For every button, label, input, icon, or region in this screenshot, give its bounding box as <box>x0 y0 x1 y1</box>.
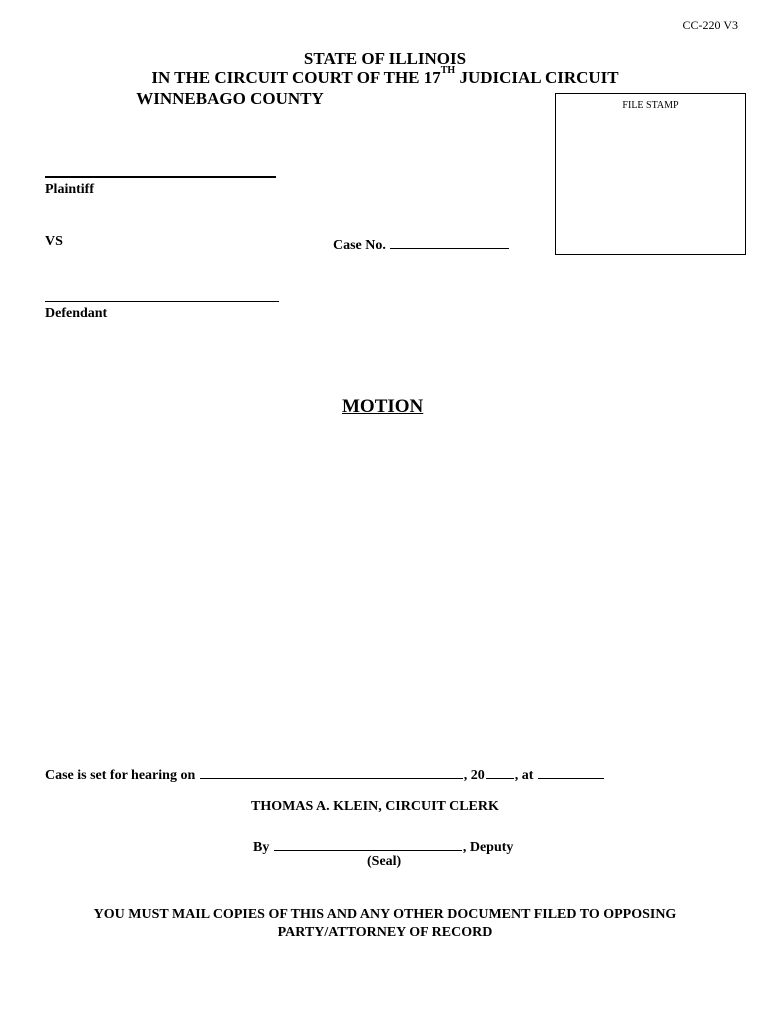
hearing-at-label: , at <box>514 768 534 783</box>
form-code: CC-220 V3 <box>682 18 738 32</box>
plaintiff-name-line[interactable] <box>45 176 276 178</box>
mailing-notice <box>40 906 730 942</box>
deputy-label: , Deputy <box>462 840 514 855</box>
vs-label: VS <box>45 234 63 249</box>
header-court-suffix: JUDICIAL CIRCUIT <box>455 68 619 87</box>
header-court-prefix: IN THE CIRCUIT COURT OF THE 17 <box>151 68 441 87</box>
plaintiff-label: Plaintiff <box>45 182 94 197</box>
hearing-year-prefix: , 20 <box>463 768 485 783</box>
notice-line-2: PARTY/ATTORNEY OF RECORD <box>277 925 493 940</box>
hearing-time-blank[interactable] <box>538 764 604 779</box>
clerk-name: THOMAS A. KLEIN, CIRCUIT CLERK <box>251 799 499 814</box>
header-court <box>0 65 770 88</box>
header-state: STATE OF ILLINOIS <box>303 49 467 68</box>
case-number-blank[interactable] <box>390 234 509 249</box>
file-stamp-box <box>555 93 746 255</box>
case-number-field <box>333 234 510 254</box>
defendant-label: Defendant <box>45 306 108 321</box>
seal-label: (Seal) <box>367 854 402 869</box>
hearing-line <box>45 764 605 784</box>
document-title: MOTION <box>342 396 424 417</box>
header-court-superscript: TH <box>440 65 456 76</box>
deputy-signature-blank[interactable] <box>274 836 462 851</box>
by-label: By <box>253 840 270 855</box>
case-number-label: Case No. <box>333 238 386 253</box>
hearing-date-blank[interactable] <box>200 764 463 779</box>
defendant-name-line[interactable] <box>45 301 279 302</box>
notice-line-1: YOU MUST MAIL COPIES OF THIS AND ANY OTHER DOCUMENT FILED TO OPPOSING <box>93 907 677 922</box>
file-stamp-label: FILE STAMP <box>622 100 679 111</box>
clerk-signature-line <box>253 836 513 856</box>
hearing-prefix: Case is set for hearing on <box>45 768 196 783</box>
hearing-year-blank[interactable] <box>486 764 514 779</box>
header-county: WINNEBAGO COUNTY <box>136 89 324 108</box>
